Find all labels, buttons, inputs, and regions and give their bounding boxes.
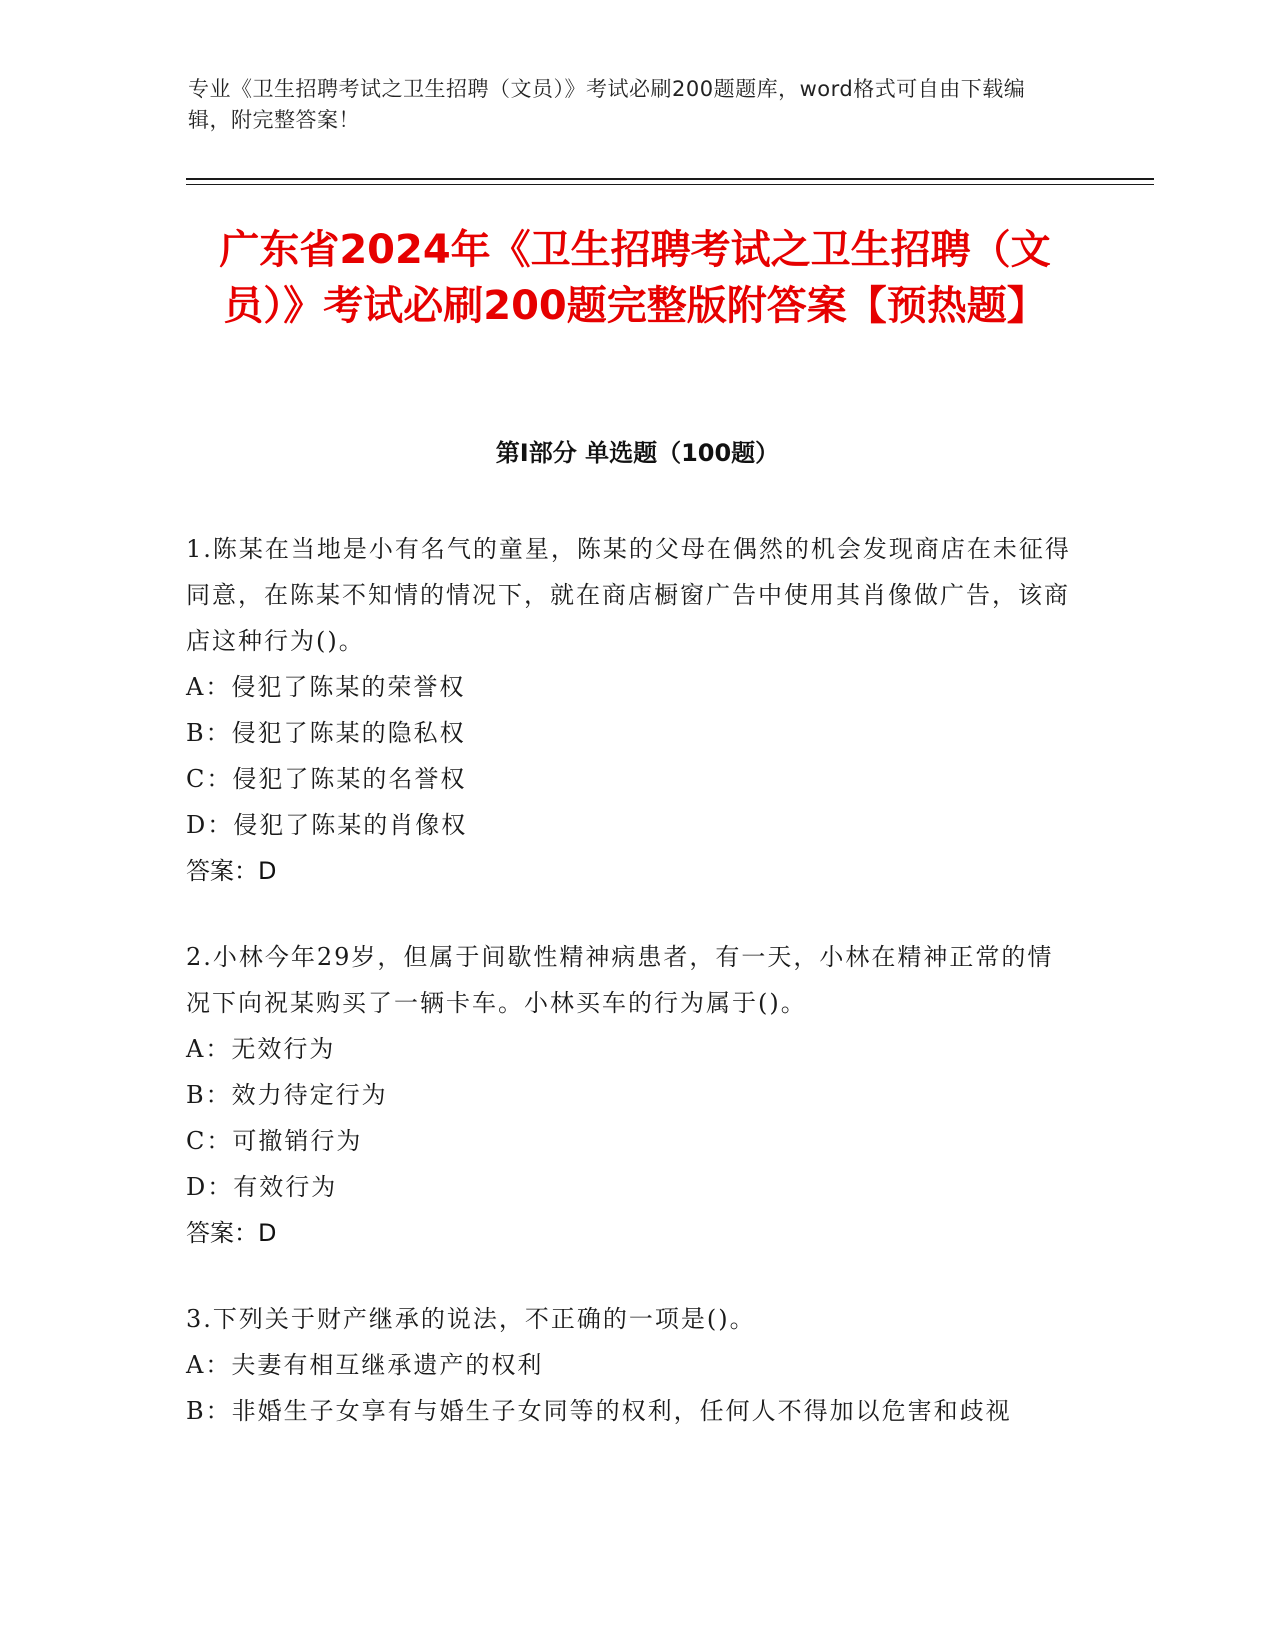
header-rule-thick [186, 178, 1154, 180]
document-title: 广东省2024年《卫生招聘考试之卫生招聘（文员）》考试必刷200题完整版附答案【预热题】 [219, 227, 1051, 329]
option-b: B：效力待定行为 [186, 1081, 388, 1109]
option-b: B：非婚生子女享有与婚生子女同等的权利，任何人不得加以危害和歧视 [186, 1397, 1012, 1425]
question-2 [186, 934, 1076, 1256]
question-stem: 1.陈某在当地是小有名气的童星，陈某的父母在偶然的机会发现商店在未征得同意，在陈某不知情的情况下，就在商店橱窗广告中使用其肖像做广告，该商店这种行为()。 [186, 535, 1071, 655]
option-a: A：无效行为 [186, 1035, 336, 1063]
question-stem: 3.下列关于财产继承的说法，不正确的一项是()。 [186, 1305, 756, 1333]
option-d: D：有效行为 [186, 1173, 338, 1201]
section-title: 第I部分 单选题（100题） [495, 439, 780, 467]
question-1 [186, 526, 1076, 894]
option-d: D：侵犯了陈某的肖像权 [186, 811, 468, 839]
option-b: B：侵犯了陈某的隐私权 [186, 719, 466, 747]
option-c: C：可撤销行为 [186, 1127, 363, 1155]
question-stem: 2.小林今年29岁，但属于间歇性精神病患者，有一天，小林在精神正常的情况下向祝某购买了一辆卡车。小林买车的行为属于()。 [186, 943, 1054, 1017]
option-a: A：侵犯了陈某的荣誉权 [186, 673, 466, 701]
header-note: 专业《卫生招聘考试之卫生招聘（文员）》考试必刷200题题库，word格式可自由下载编辑，附完整答案！ [188, 77, 1026, 132]
question-3 [186, 1296, 1076, 1434]
answer: 答案：D [186, 1219, 277, 1247]
answer: 答案：D [186, 857, 277, 885]
header-rule-thin [186, 184, 1154, 185]
option-c: C：侵犯了陈某的名誉权 [186, 765, 467, 793]
option-a: A：夫妻有相互继承遗产的权利 [186, 1351, 544, 1379]
